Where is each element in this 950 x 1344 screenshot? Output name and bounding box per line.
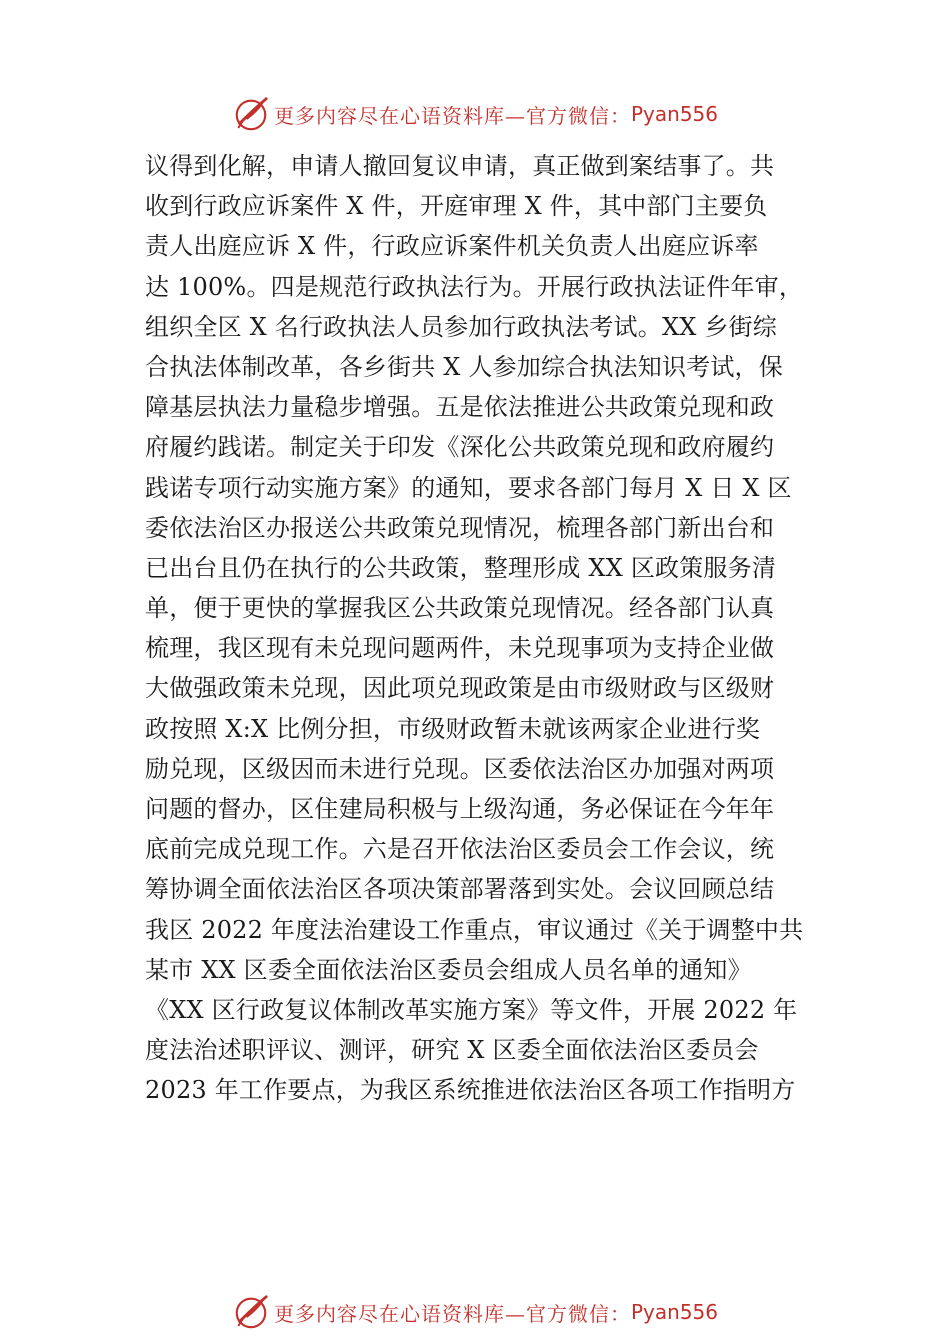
text-line: 责人出庭应诉 X 件，行政应诉案件机关负责人出庭应诉率 [145, 232, 759, 261]
quill-swirl-logo-icon [232, 95, 270, 133]
text-line: 单，便于更快的掌握我区公共政策兑现情况。经各部门认真 [145, 594, 775, 623]
text-line: 梳理，我区现有未兑现问题两件，未兑现事项为支持企业做 [145, 634, 775, 663]
text-line: 合执法体制改革，各乡街共 X 人参加综合执法知识考试，保 [145, 352, 783, 381]
banner-title: 更多内容尽在心语资料库—官方微信： [273, 103, 631, 128]
document-body [145, 146, 810, 1111]
banner-wechat-id: Pyan556 [630, 102, 718, 126]
banner-wechat-id: Pyan556 [630, 1300, 718, 1324]
text-line: 委依法治区办报送公共政策兑现情况，梳理各部门新出台和 [145, 513, 775, 542]
text-line: 议得到化解，申请人撤回复议申请，真正做到案结事了。共 [145, 152, 775, 180]
text-line: 府履约践诺。制定关于印发《深化公共政策兑现和政府履约 [145, 433, 775, 462]
text-line: 2023 年工作要点，为我区系统推进依法治区各项工作指明方 [145, 1076, 796, 1105]
text-line: 障基层执法力量稳步增强。五是依法推进公共政策兑现和政 [145, 393, 775, 422]
text-line: 组织全区 X 名行政执法人员参加行政执法考试。XX 乡街综 [145, 312, 777, 341]
text-line: 《XX 区行政复议体制改革实施方案》等文件，开展 2022 年 [145, 995, 798, 1024]
text-line: 问题的督办，区住建局积极与上级沟通，务必保证在今年年 [145, 795, 775, 823]
banner-title: 更多内容尽在心语资料库—官方微信： [273, 1301, 631, 1326]
text-line: 政按照 X:X 比例分担，市级财政暂未就该两家企业进行奖 [145, 714, 761, 743]
text-line: 励兑现，区级因而未进行兑现。区委依法治区办加强对两项 [145, 754, 775, 783]
text-line: 度法治述职评议、测评，研究 X 区委全面依法治区委员会 [145, 1036, 759, 1065]
text-line: 达 100%。四是规范行政执法行为。开展行政执法证件年审， [145, 272, 804, 301]
footer-banner [0, 1290, 950, 1334]
text-line: 收到行政应诉案件 X 件，开庭审理 X 件，其中部门主要负 [145, 192, 768, 221]
text-line: 某市 XX 区委全面依法治区委员会组成人员名单的通知》 [145, 955, 752, 984]
text-line: 践诺专项行动实施方案》的通知，要求各部门每月 X 日 X 区 [145, 473, 792, 502]
quill-swirl-logo-icon [232, 1293, 270, 1331]
text-line: 已出台且仍在执行的公共政策，整理形成 XX 区政策服务清 [145, 553, 777, 582]
text-line: 底前完成兑现工作。六是召开依法治区委员会工作会议，统 [145, 835, 775, 864]
text-line: 我区 2022 年度法治建设工作重点，审议通过《关于调整中共 [145, 915, 804, 944]
text-line: 大做强政策未兑现，因此项兑现政策是由市级财政与区级财 [145, 674, 775, 703]
text-line: 筹协调全面依法治区各项决策部署落到实处。会议回顾总结 [145, 875, 775, 904]
header-banner [0, 92, 950, 136]
